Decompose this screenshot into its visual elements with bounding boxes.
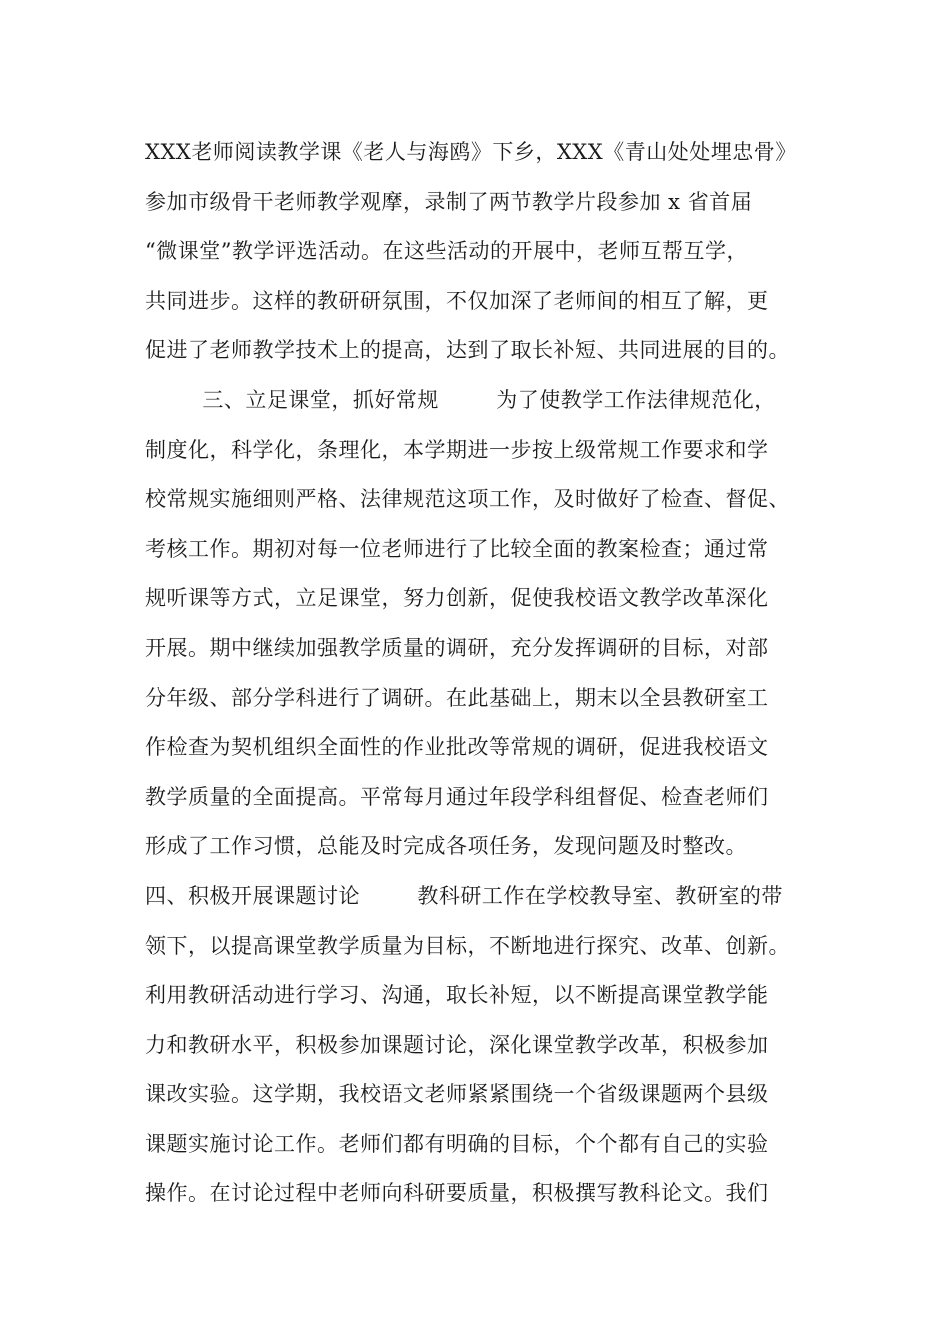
text-line: 参加市级骨干老师教学观摩，录制了两节教学片段参加 x 省首届 xyxy=(145,189,753,214)
text-line: XXX老师阅读教学课《老人与海鸥》下乡，XXX《青山处处埋忠骨》 xyxy=(145,140,797,164)
text-line: 开展。期中继续加强教学质量的调研，充分发挥调研的目标，对部 xyxy=(145,635,769,660)
section-heading-line: 四、积极开展课题讨论 教科研工作在学校教导室、教研室的带 xyxy=(145,883,783,908)
text-line: 领下，以提高课堂教学质量为目标，不断地进行探究、改革、创新。 xyxy=(145,933,790,958)
text-line: 规听课等方式，立足课堂，努力创新，促使我校语文教学改革深化 xyxy=(145,586,769,611)
text-line: 形成了工作习惯，总能及时完成各项任务，发现问题及时整改。 xyxy=(145,834,747,859)
text-line: 课改实验。这学期，我校语文老师紧紧围绕一个省级课题两个县级 xyxy=(145,1082,769,1107)
text-line: 考核工作。期初对每一位老师进行了比较全面的教案检查；通过常 xyxy=(145,536,769,561)
text-line: 校常规实施细则严格、法律规范这项工作，及时做好了检查、督促、 xyxy=(145,487,790,512)
text-line: 作检查为契机组织全面性的作业批改等常规的调研，促进我校语文 xyxy=(145,735,769,760)
text-line: 促进了老师教学技术上的提高，达到了取长补短、共同进展的目的。 xyxy=(145,338,790,363)
text-line: 教学质量的全面提高。平常每月通过年段学科组督促、检查老师们 xyxy=(145,784,769,809)
text-line: 力和教研水平，积极参加课题讨论，深化课堂教学改革，积极参加 xyxy=(145,1032,769,1057)
body-text xyxy=(145,128,835,1219)
section-heading-line: 三、立足课堂，抓好常规 为了使教学工作法律规范化， xyxy=(145,387,776,412)
text-line: “微课堂”教学评选活动。在这些活动的开展中，老师互帮互学， xyxy=(145,239,748,264)
text-line: 操作。在讨论过程中老师向科研要质量，积极撰写教科论文。我们 xyxy=(145,1181,769,1206)
text-line: 分年级、部分学科进行了调研。在此基础上，期末以全县教研室工 xyxy=(145,685,769,710)
text-line: 制度化，科学化，条理化，本学期进一步按上级常规工作要求和学 xyxy=(145,437,769,462)
text-line: 利用教研活动进行学习、沟通，取长补短，以不断提高课堂教学能 xyxy=(145,983,769,1008)
text-line: 课题实施讨论工作。老师们都有明确的目标，个个都有自己的实验 xyxy=(145,1131,769,1156)
text-line: 共同进步。这样的教研研氛围，不仅加深了老师间的相互了解，更 xyxy=(145,288,769,313)
